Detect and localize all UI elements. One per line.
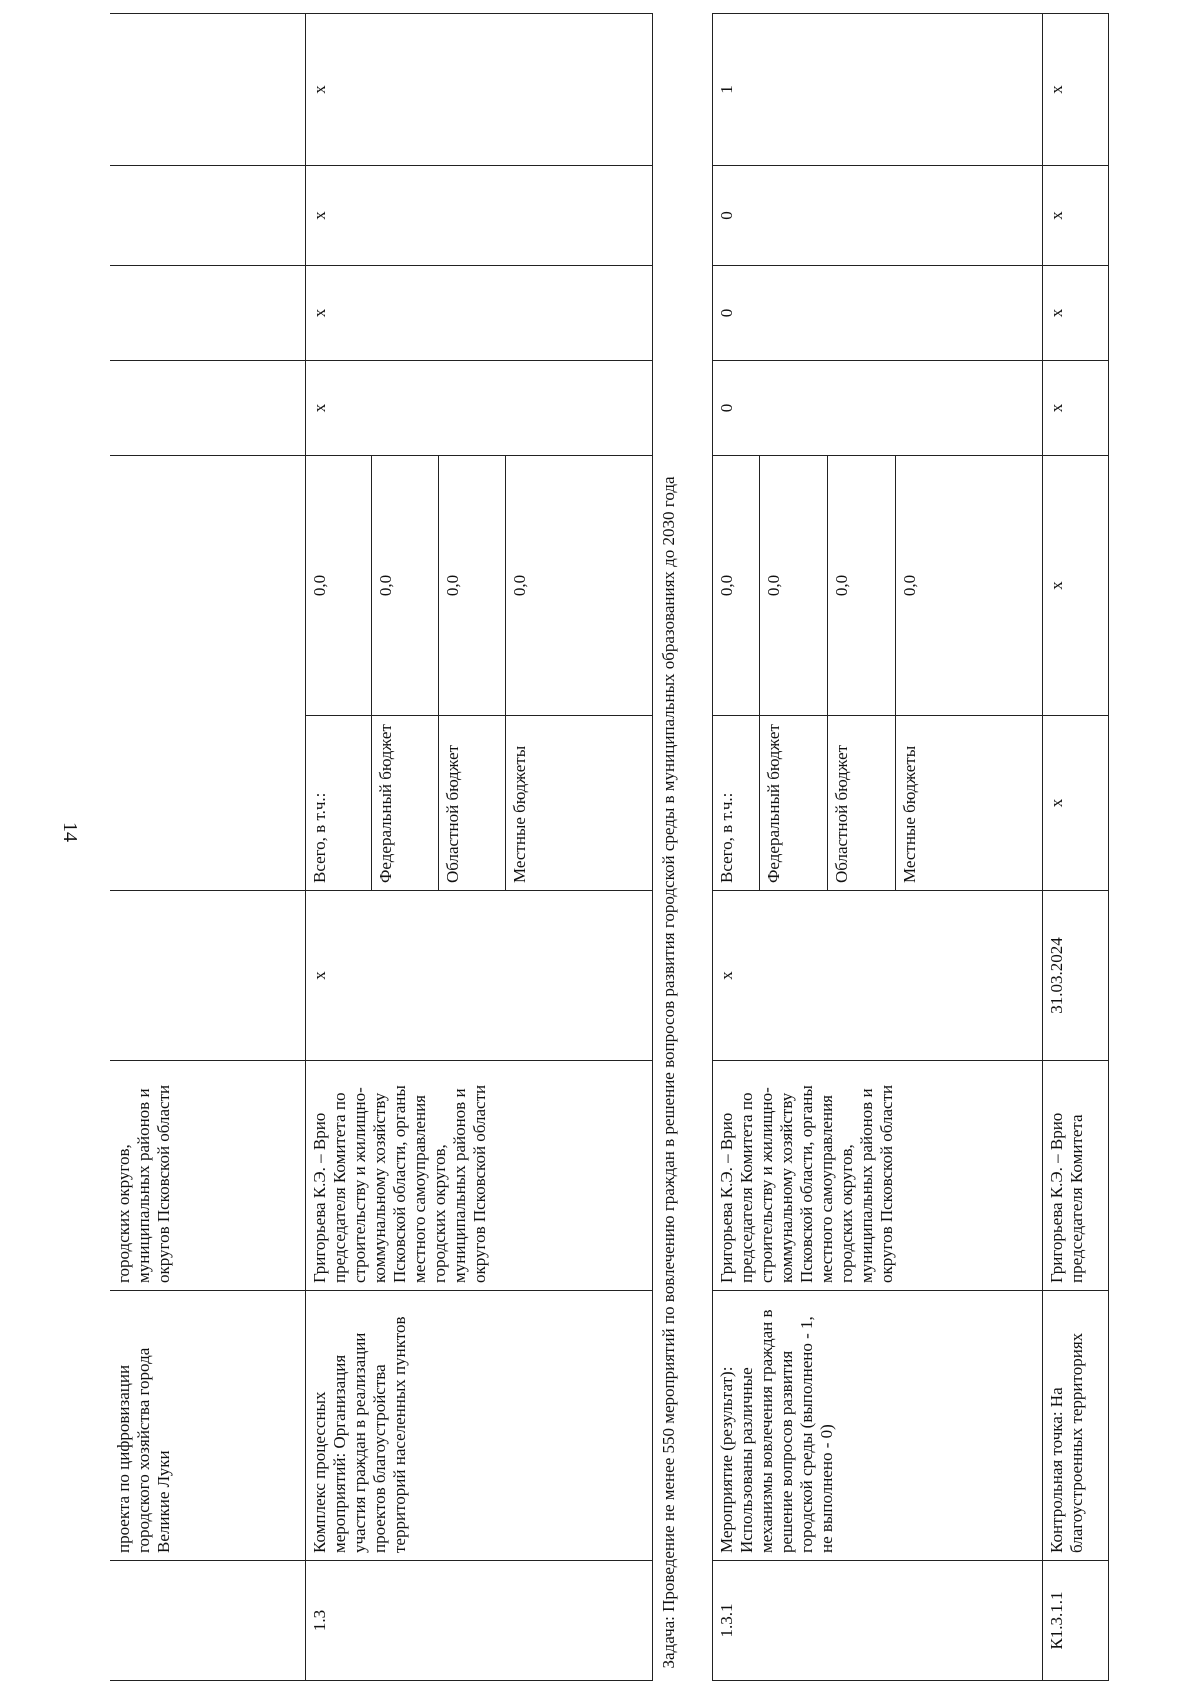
row-value-4: х (305, 14, 652, 166)
finance-source: х (1042, 716, 1108, 891)
task-row (652, 14, 712, 1681)
finance-amount: 0,0 (712, 456, 759, 716)
finance-amount: 0,0 (438, 456, 505, 716)
row-value-1: 0 (712, 361, 1042, 456)
finance-amount: 0,0 (895, 456, 1042, 716)
row-name: Комплекс процессных мероприятий: Организация участия граждан в реализации проектов благоустройства территорий населенных пунктов (305, 1291, 652, 1561)
row-value-4 (110, 14, 305, 166)
row-value-3: х (305, 166, 652, 266)
row-number: 1.3 (305, 1561, 652, 1681)
row-value-2 (110, 266, 305, 361)
row-date (110, 891, 305, 1061)
page-number: 14 (59, 822, 81, 842)
finance-amount: 0,0 (305, 456, 371, 716)
finance-source: Областной бюджет (827, 716, 895, 891)
row-value-2: х (305, 266, 652, 361)
row-date: х (712, 891, 1042, 1061)
finance-source: Федеральный бюджет (371, 716, 438, 891)
finance-source: Всего, в т.ч.: (712, 716, 759, 891)
row-value-2: х (1042, 266, 1108, 361)
row-name: проекта по цифровизации городского хозяйства города Великие Луки (110, 1291, 305, 1561)
row-value-2: 0 (712, 266, 1042, 361)
row-value-1 (110, 361, 305, 456)
rotated-page-content (110, 0, 1190, 1696)
finance-source: Местные бюджеты (895, 716, 1042, 891)
row-value-4: х (1042, 14, 1108, 166)
finance-source: Местные бюджеты (505, 716, 652, 891)
finance-amount: 0,0 (505, 456, 652, 716)
row-value-3: х (1042, 166, 1108, 266)
row-value-4: 1 (712, 14, 1042, 166)
table-row (305, 14, 371, 1681)
finance-amount: 0,0 (371, 456, 438, 716)
finance-amount: 0,0 (827, 456, 895, 716)
row-responsible: Григорьева К.Э. – Врио председателя Комитета (1042, 1061, 1108, 1291)
finance-source: Областной бюджет (438, 716, 505, 891)
row-finance-empty (110, 456, 305, 891)
row-name: Мероприятие (результат): Использованы различные механизмы вовлечения граждан в решение вопросов развития городской среды (выполнено - 1, не выполнено - 0) (712, 1291, 1042, 1561)
row-value-1: х (305, 361, 652, 456)
row-date: 31.03.2024 (1042, 891, 1108, 1061)
table-row (712, 14, 759, 1681)
table-row (110, 14, 305, 1681)
row-responsible: Григорьева К.Э. – Врио председателя Комитета по строительству и жилищно-коммунальному хозяйству Псковской области, органы местного самоуправления городских округов, муниципальных районов и округов Псковской области (305, 1061, 652, 1291)
row-value-3: 0 (712, 166, 1042, 266)
row-value-3 (110, 166, 305, 266)
row-value-1: х (1042, 361, 1108, 456)
finance-amount: х (1042, 456, 1108, 716)
task-text: Задача: Проведение не менее 550 мероприятий по вовлечению граждан в решение вопросов развития городской среды в муниципальных образованиях до 2030 года (652, 14, 712, 1681)
row-number (110, 1561, 305, 1681)
row-responsible: городских округов, муниципальных районов и округов Псковской области (110, 1061, 305, 1291)
finance-source: Федеральный бюджет (759, 716, 827, 891)
row-number: К1.3.1.1 (1042, 1561, 1108, 1681)
row-responsible: Григорьева К.Э. – Врио председателя Комитета по строительству и жилищно-коммунальному хозяйству Псковской области, органы местного самоуправления городских округов, муниципальных районов и округов Псковской области (712, 1061, 1042, 1291)
row-number: 1.3.1 (712, 1561, 1042, 1681)
finance-source: Всего, в т.ч.: (305, 716, 371, 891)
finance-amount: 0,0 (759, 456, 827, 716)
table-row (1042, 14, 1108, 1681)
program-table (110, 13, 1109, 1681)
row-date: х (305, 891, 652, 1061)
row-name: Контрольная точка: На благоустроенных территориях (1042, 1291, 1108, 1561)
